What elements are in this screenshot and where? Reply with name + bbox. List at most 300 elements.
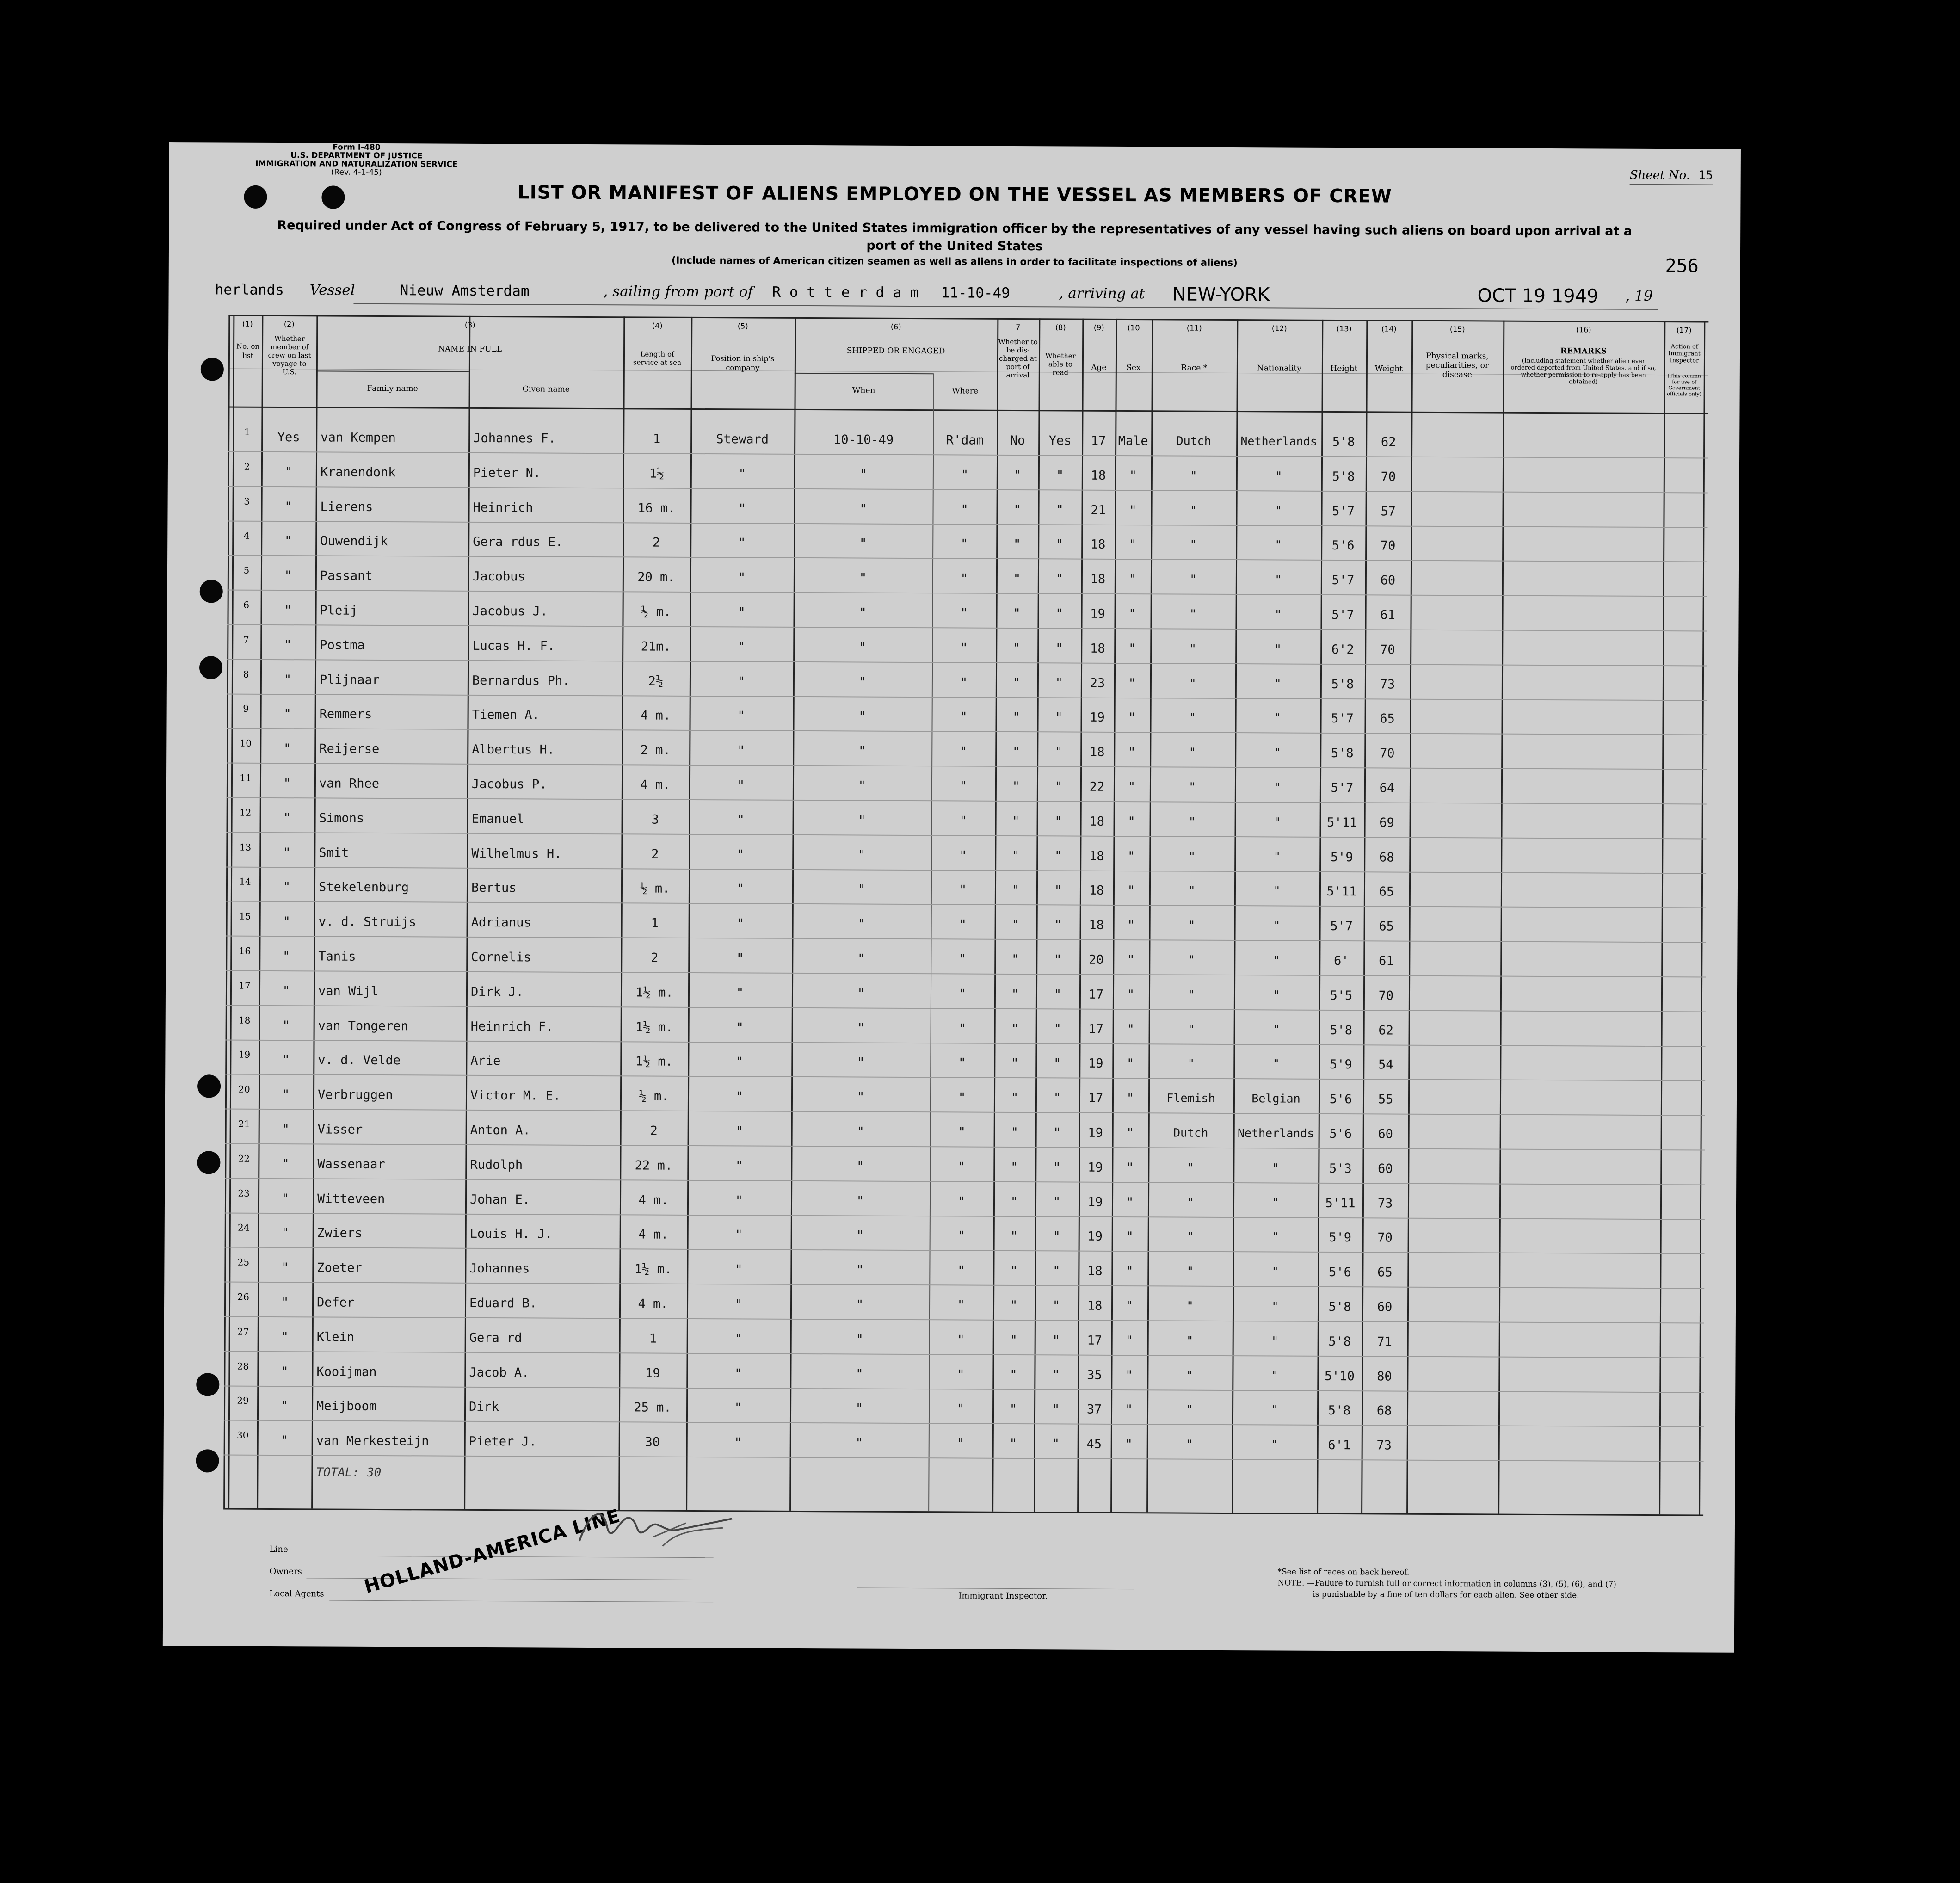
cell-race: Dutch (1173, 1126, 1208, 1140)
cell-given-name: Anton A. (470, 1123, 530, 1138)
cell-discharged: " (1013, 572, 1021, 587)
cell-family-name: Zoeter (317, 1260, 363, 1276)
cell-race: " (1187, 1161, 1194, 1174)
cell-height: 5'6 (1331, 538, 1355, 553)
cell-list-number: 10 (240, 737, 252, 749)
arriving-label: , arriving at (1059, 285, 1145, 303)
cell-able-to-read: " (1053, 1264, 1060, 1278)
cell-race: " (1187, 1230, 1194, 1244)
cell-able-to-read: " (1054, 1056, 1061, 1071)
cell-weight: 65 (1377, 1265, 1393, 1280)
cell-race: " (1186, 1334, 1194, 1347)
cell-sex: " (1125, 1299, 1134, 1314)
col14-num: (14) (1381, 324, 1397, 333)
cell-list-number: 2 (244, 461, 250, 472)
row-rule (226, 1005, 1706, 1012)
cell-position: " (738, 605, 746, 620)
cell-given-name: Dirk (469, 1400, 499, 1414)
col6-header: SHIPPED OR ENGAGED (846, 346, 945, 356)
cell-age: 19 (1090, 606, 1105, 621)
cell-weight: 80 (1377, 1369, 1392, 1384)
cell-discharged: " (1011, 1056, 1019, 1071)
cell-discharged: " (1009, 1402, 1017, 1417)
cell-able-to-read: " (1054, 779, 1063, 794)
cell-sex: " (1126, 1264, 1134, 1279)
row-rule (226, 1039, 1706, 1047)
cell-previous-voyage: " (283, 880, 291, 895)
cell-able-to-read: " (1052, 1402, 1060, 1417)
form-service: IMMIGRATION AND NATURALIZATION SERVICE (255, 159, 458, 169)
cell-age: 37 (1086, 1402, 1102, 1417)
row-rule (225, 1143, 1705, 1151)
col8-header: Whether able to read (1045, 352, 1076, 377)
cell-sex: " (1127, 883, 1135, 898)
cell-previous-voyage: " (284, 499, 292, 514)
cell-discharged: " (1011, 1160, 1018, 1174)
col16-num: (16) (1576, 325, 1591, 334)
cell-list-number: 3 (244, 495, 250, 507)
owners-label: Owners (269, 1566, 302, 1577)
form-header (248, 143, 465, 177)
cell-discharged: " (1012, 745, 1020, 759)
cell-position: " (734, 1401, 742, 1415)
cell-list-number: 17 (239, 980, 251, 991)
cell-nationality: " (1271, 1438, 1278, 1451)
cell-weight: 60 (1380, 573, 1396, 588)
cell-length-of-service: 16 m. (637, 501, 676, 516)
cell-sex: " (1127, 918, 1135, 933)
col6-where-header: Where (952, 386, 979, 396)
cell-weight: 62 (1381, 435, 1396, 450)
cell-age: 20 (1088, 952, 1104, 967)
row-rule (225, 1178, 1705, 1185)
punch-hole (200, 580, 223, 603)
cell-sex: " (1125, 1402, 1133, 1417)
cell-family-name: Tanis (318, 949, 356, 964)
row-rule (225, 1247, 1705, 1254)
cell-given-name: Heinrich F. (470, 1019, 554, 1034)
cell-previous-voyage: " (281, 1329, 289, 1344)
col3-given-header: Given name (522, 384, 570, 394)
cell-family-name: Kooijman (316, 1364, 377, 1379)
cell-weight: 73 (1380, 677, 1395, 692)
vessel-flag: herlands (215, 281, 284, 299)
cell-position: " (735, 1089, 744, 1104)
footnote-penalty: NOTE. —Failure to furnish full or correct information in columns (3), (5), (6), and (7) (1277, 1578, 1616, 1589)
cell-height: 5'5 (1330, 988, 1353, 1003)
cell-race: " (1189, 711, 1196, 725)
cell-weight: 60 (1378, 1127, 1393, 1142)
col3-header: NAME IN FULL (438, 344, 502, 354)
cell-length-of-service: 2 m. (640, 743, 671, 758)
cell-family-name: Verbruggen (317, 1087, 393, 1103)
cell-nationality: " (1272, 1161, 1279, 1175)
cell-nationality: " (1274, 711, 1282, 725)
cell-previous-voyage: " (284, 672, 292, 687)
cell-given-name: Rudolph (470, 1157, 523, 1173)
row-rule (228, 555, 1707, 562)
cell-position: " (738, 570, 746, 585)
cell-position: Steward (716, 432, 769, 447)
cell-sex: " (1128, 780, 1136, 795)
cell-length-of-service: 4 m. (641, 708, 671, 723)
row-rule (228, 486, 1708, 493)
cell-race: " (1186, 1437, 1193, 1451)
cell-weight: 73 (1376, 1438, 1392, 1453)
cell-family-name: Ouwendijk (320, 534, 388, 549)
cell-list-number: 20 (238, 1083, 250, 1095)
cell-weight: 70 (1380, 642, 1395, 657)
col17-note: (This column for use of Government officials only) (1667, 373, 1701, 397)
cell-shipped-when: " (856, 1367, 863, 1382)
cell-nationality: Belgian (1251, 1092, 1301, 1105)
cell-sex: " (1129, 503, 1137, 518)
cell-shipped-where: " (956, 1436, 964, 1451)
cell-previous-voyage: " (281, 1364, 289, 1379)
cell-sex: " (1127, 1056, 1134, 1071)
cell-race: " (1190, 469, 1197, 482)
cell-list-number: 6 (243, 599, 250, 611)
cell-shipped-when: " (859, 605, 867, 620)
cell-family-name: Simons (319, 811, 364, 826)
cell-discharged: " (1010, 1298, 1018, 1313)
cell-previous-voyage: Yes (277, 430, 300, 445)
row-rule (225, 1109, 1705, 1116)
cell-height: 5'9 (1330, 850, 1353, 864)
cell-height: 6'2 (1331, 642, 1354, 657)
cell-height: 5'11 (1326, 884, 1357, 899)
cell-age: 17 (1088, 1022, 1103, 1037)
cell-position: " (737, 813, 745, 827)
cell-length-of-service: 21m. (641, 639, 671, 654)
col12-num: (12) (1271, 324, 1287, 333)
cell-sex: " (1126, 1195, 1134, 1210)
row-rule (226, 970, 1706, 978)
cell-height: 5'7 (1331, 711, 1354, 726)
cell-position: " (736, 1020, 744, 1035)
cell-weight: 68 (1379, 850, 1394, 865)
cell-race: " (1187, 1195, 1194, 1209)
cell-shipped-where: " (960, 744, 968, 759)
cell-race: " (1187, 1057, 1195, 1071)
row-rule (226, 936, 1706, 943)
cell-family-name: Zwiers (317, 1226, 363, 1241)
cell-age: 22 (1089, 779, 1105, 794)
cell-sex: " (1125, 1368, 1133, 1383)
row-rule (225, 1074, 1705, 1081)
row-rule (227, 728, 1707, 735)
cell-length-of-service: 25 m. (634, 1400, 672, 1415)
cell-weight: 70 (1381, 469, 1396, 484)
col6-num: (6) (890, 322, 901, 331)
cell-list-number: 5 (243, 564, 250, 576)
cell-given-name: Dirk J. (470, 984, 524, 1000)
cell-able-to-read: " (1054, 952, 1062, 967)
cell-shipped-where: " (960, 710, 968, 724)
cell-previous-voyage: " (283, 914, 290, 929)
cell-list-number: 19 (238, 1049, 251, 1061)
cell-given-name: Heinrich (473, 500, 533, 515)
cell-shipped-when: " (857, 986, 865, 1001)
cell-able-to-read: " (1052, 1367, 1060, 1383)
col16-note: (Including statement whether alien ever ordered deported from United States, and if so, whether permission to re-apply has been obtained) (1510, 357, 1657, 386)
cell-weight: 60 (1377, 1300, 1393, 1315)
cell-given-name: Emanuel (471, 811, 524, 827)
cell-nationality: " (1273, 850, 1281, 864)
cell-sex: " (1128, 814, 1135, 829)
cell-given-name: Johan E. (469, 1192, 530, 1207)
cell-nationality: " (1273, 919, 1281, 932)
cell-weight: 65 (1379, 884, 1394, 899)
cell-race: Dutch (1176, 434, 1211, 448)
cell-list-number: 11 (240, 772, 252, 784)
cell-weight: 64 (1379, 781, 1395, 796)
cell-previous-voyage: " (281, 1191, 290, 1206)
cell-age: 19 (1088, 1160, 1103, 1175)
cell-able-to-read: " (1054, 1021, 1061, 1037)
cell-age: 23 (1090, 676, 1105, 691)
col2-header: Whether member of crew on last voyage to U.S. (268, 334, 311, 377)
cell-nationality: " (1271, 1334, 1279, 1348)
cell-age: 18 (1089, 814, 1104, 829)
cell-position: " (738, 467, 746, 482)
col4-num: (4) (652, 321, 663, 330)
cell-list-number: 25 (237, 1256, 250, 1268)
cell-shipped-when: " (857, 917, 865, 932)
cell-height: 5'8 (1331, 677, 1354, 691)
cell-shipped-when: " (857, 1159, 864, 1174)
cell-position: " (738, 536, 746, 550)
cell-age: 45 (1086, 1437, 1102, 1452)
departure-date: 11-10-49 (941, 284, 1010, 302)
cell-nationality: " (1274, 815, 1281, 829)
row-rule (227, 624, 1707, 632)
cell-family-name: v. d. Velde (318, 1053, 401, 1068)
cell-weight: 70 (1379, 746, 1395, 761)
arrival-date: OCT 19 1949 (1477, 285, 1599, 307)
cell-sex: " (1125, 1333, 1133, 1348)
cell-weight: 71 (1377, 1334, 1393, 1349)
cell-race: " (1188, 988, 1195, 1001)
col4-header: Length of service at sea (633, 350, 682, 367)
cell-family-name: van Rhee (319, 776, 380, 791)
cell-age: 18 (1089, 849, 1104, 864)
punch-hole (201, 358, 224, 381)
row-rule (228, 520, 1707, 528)
cell-given-name: Victor M. E. (470, 1088, 561, 1103)
cell-discharged: " (1013, 606, 1021, 621)
cell-height: 5'9 (1329, 1230, 1352, 1245)
cell-given-name: Gera rd (469, 1330, 522, 1346)
col7-num: 7 (1016, 322, 1021, 332)
cell-list-number: 9 (243, 703, 249, 715)
cell-able-to-read: " (1052, 1333, 1060, 1348)
cell-length-of-service: ½ m. (640, 881, 670, 896)
row-rule (228, 451, 1708, 459)
row-rule (224, 1351, 1704, 1358)
punch-hole (199, 656, 222, 679)
crew-manifest-table (223, 315, 1708, 1515)
cell-race: " (1188, 918, 1196, 932)
cell-race: " (1190, 538, 1197, 552)
cell-list-number: 13 (239, 841, 252, 853)
cell-shipped-when: " (859, 536, 867, 551)
cell-discharged: " (1010, 1194, 1018, 1209)
manifest-sheet (163, 142, 1741, 1653)
cell-family-name: Kranendonk (320, 465, 396, 480)
cell-age: 18 (1090, 641, 1105, 656)
cell-height: 5'3 (1329, 1161, 1352, 1176)
cell-given-name: Arie (470, 1054, 501, 1068)
cell-given-name: Bernardus Ph. (472, 673, 570, 688)
cell-sex: " (1126, 1091, 1134, 1106)
cell-shipped-where: " (958, 1056, 966, 1070)
cell-height: 5'8 (1328, 1334, 1351, 1349)
cell-able-to-read: " (1056, 468, 1064, 483)
row-rule (224, 1282, 1704, 1289)
punch-hole (197, 1074, 221, 1098)
cell-shipped-when: " (859, 502, 867, 517)
cell-able-to-read: " (1054, 883, 1062, 898)
sheet-number-value: 15 (1698, 168, 1713, 183)
col3-num: (3) (464, 320, 475, 329)
col3-family-header: Family name (367, 383, 418, 394)
col8-num: (8) (1055, 323, 1066, 332)
cell-age: 19 (1090, 710, 1105, 725)
holland-america-line-stamp: HOLLAND-AMERICA LINE (362, 1505, 623, 1598)
cell-length-of-service: ½ m. (641, 605, 672, 619)
cell-shipped-when: " (857, 882, 866, 897)
cell-age: 21 (1091, 503, 1106, 518)
cell-able-to-read: " (1056, 502, 1064, 518)
cell-list-number: 1 (244, 426, 250, 438)
cell-previous-voyage: " (281, 1295, 289, 1310)
cell-position: " (736, 882, 745, 896)
cell-race: " (1188, 1022, 1195, 1036)
cell-length-of-service: 1½ m. (635, 1054, 673, 1069)
col14-header: Weight (1374, 364, 1403, 374)
cell-position: " (735, 1228, 743, 1242)
cell-able-to-read: " (1055, 745, 1063, 759)
cell-previous-voyage: " (282, 1122, 290, 1137)
cell-able-to-read: " (1055, 710, 1063, 725)
cell-shipped-where: " (960, 675, 968, 690)
cell-discharged: " (1011, 987, 1019, 1001)
cell-nationality: " (1275, 573, 1282, 587)
year-label: , 19 (1625, 287, 1653, 304)
cell-discharged: " (1009, 1437, 1017, 1451)
cell-nationality: " (1272, 1230, 1279, 1244)
col6-when-header: When (852, 386, 875, 395)
cell-able-to-read: " (1053, 1125, 1061, 1140)
col2-num: (2) (284, 320, 295, 329)
cell-height: 6'1 (1328, 1438, 1351, 1453)
cell-given-name: Jacobus J. (472, 604, 548, 619)
page-title: LIST OR MANIFEST OF ALIENS EMPLOYED ON THE VESSEL AS MEMBERS OF CREW (518, 182, 1392, 207)
cell-weight: 73 (1377, 1196, 1393, 1211)
cell-shipped-where: " (958, 1160, 966, 1174)
cell-nationality: Netherlands (1240, 434, 1318, 448)
cell-given-name: Cornelis (471, 950, 531, 965)
cell-previous-voyage: " (281, 1260, 289, 1275)
punch-hole (196, 1373, 219, 1396)
col15-header: Physical marks, peculiarities, or disease (1425, 351, 1489, 380)
cell-race: " (1186, 1403, 1193, 1417)
cell-shipped-where: R'dam (946, 433, 984, 448)
sailing-label: , sailing from port of (603, 283, 753, 301)
cell-given-name: Wilhelmus H. (471, 846, 562, 861)
cell-position: " (736, 986, 744, 1000)
cell-length-of-service: 2½ (648, 674, 664, 689)
cell-race: " (1188, 884, 1196, 898)
cell-sex: " (1126, 1126, 1134, 1141)
cell-able-to-read: " (1054, 918, 1062, 932)
cell-nationality: " (1275, 504, 1282, 518)
cell-family-name: Witteveen (317, 1192, 385, 1206)
vessel-name: Nieuw Amsterdam (400, 282, 530, 300)
cell-position: " (736, 916, 744, 931)
line-label: Line (269, 1544, 288, 1555)
total-count: TOTAL: 30 (316, 1465, 382, 1480)
cell-length-of-service: 1½ m. (635, 985, 673, 1000)
cell-discharged: " (1011, 952, 1019, 967)
cell-race: " (1189, 815, 1196, 828)
arrival-port: NEW-YORK (1172, 284, 1270, 306)
cell-length-of-service: 20 m. (637, 570, 675, 585)
cell-shipped-where: " (959, 917, 967, 932)
col11-num: (11) (1186, 323, 1202, 333)
row-rule (224, 1316, 1704, 1324)
cell-discharged: " (1011, 883, 1020, 898)
cell-length-of-service: 22 m. (635, 1158, 673, 1173)
cell-nationality: Netherlands (1237, 1126, 1314, 1140)
cell-shipped-when: " (856, 1194, 864, 1209)
cell-shipped-when: " (857, 951, 865, 966)
cell-sex: " (1128, 641, 1136, 656)
cell-age: 35 (1087, 1368, 1102, 1383)
cell-sex: " (1127, 953, 1135, 968)
sheet-number-underline (1630, 184, 1713, 185)
cell-race: " (1186, 1299, 1194, 1313)
cell-position: " (737, 674, 746, 689)
col7-header: Whether to be dis-charged at port of arrival (998, 337, 1038, 380)
cell-shipped-when: " (858, 778, 866, 793)
cell-shipped-when: " (858, 744, 866, 759)
cell-position: " (735, 1124, 743, 1139)
cell-length-of-service: 4 m. (640, 778, 671, 792)
row-rule (227, 659, 1707, 666)
cell-sex: " (1128, 710, 1136, 725)
col10-num: (10 (1127, 323, 1140, 333)
cell-family-name: Remmers (319, 707, 372, 722)
vessel-label: Vessel (309, 282, 355, 299)
cell-given-name: Albertus H. (472, 742, 555, 757)
cell-shipped-where: " (958, 1125, 966, 1140)
cell-previous-voyage: " (282, 1087, 290, 1102)
cell-able-to-read: " (1053, 1194, 1061, 1210)
row-rule (225, 1212, 1705, 1220)
cell-shipped-when: " (856, 1332, 863, 1347)
cell-weight: 65 (1379, 919, 1394, 934)
cell-family-name: Postma (320, 638, 365, 653)
cell-given-name: Eduard B. (469, 1296, 537, 1311)
cell-shipped-when: " (856, 1228, 864, 1243)
cell-given-name: Bertus (471, 881, 517, 895)
cell-discharged: " (1012, 814, 1020, 828)
cell-weight: 65 (1380, 711, 1395, 726)
cell-nationality: " (1274, 780, 1281, 794)
page-subtitle-note: (Include names of American citizen seamen as well as aliens in order to facilitate inspections of aliens) (671, 254, 1238, 269)
